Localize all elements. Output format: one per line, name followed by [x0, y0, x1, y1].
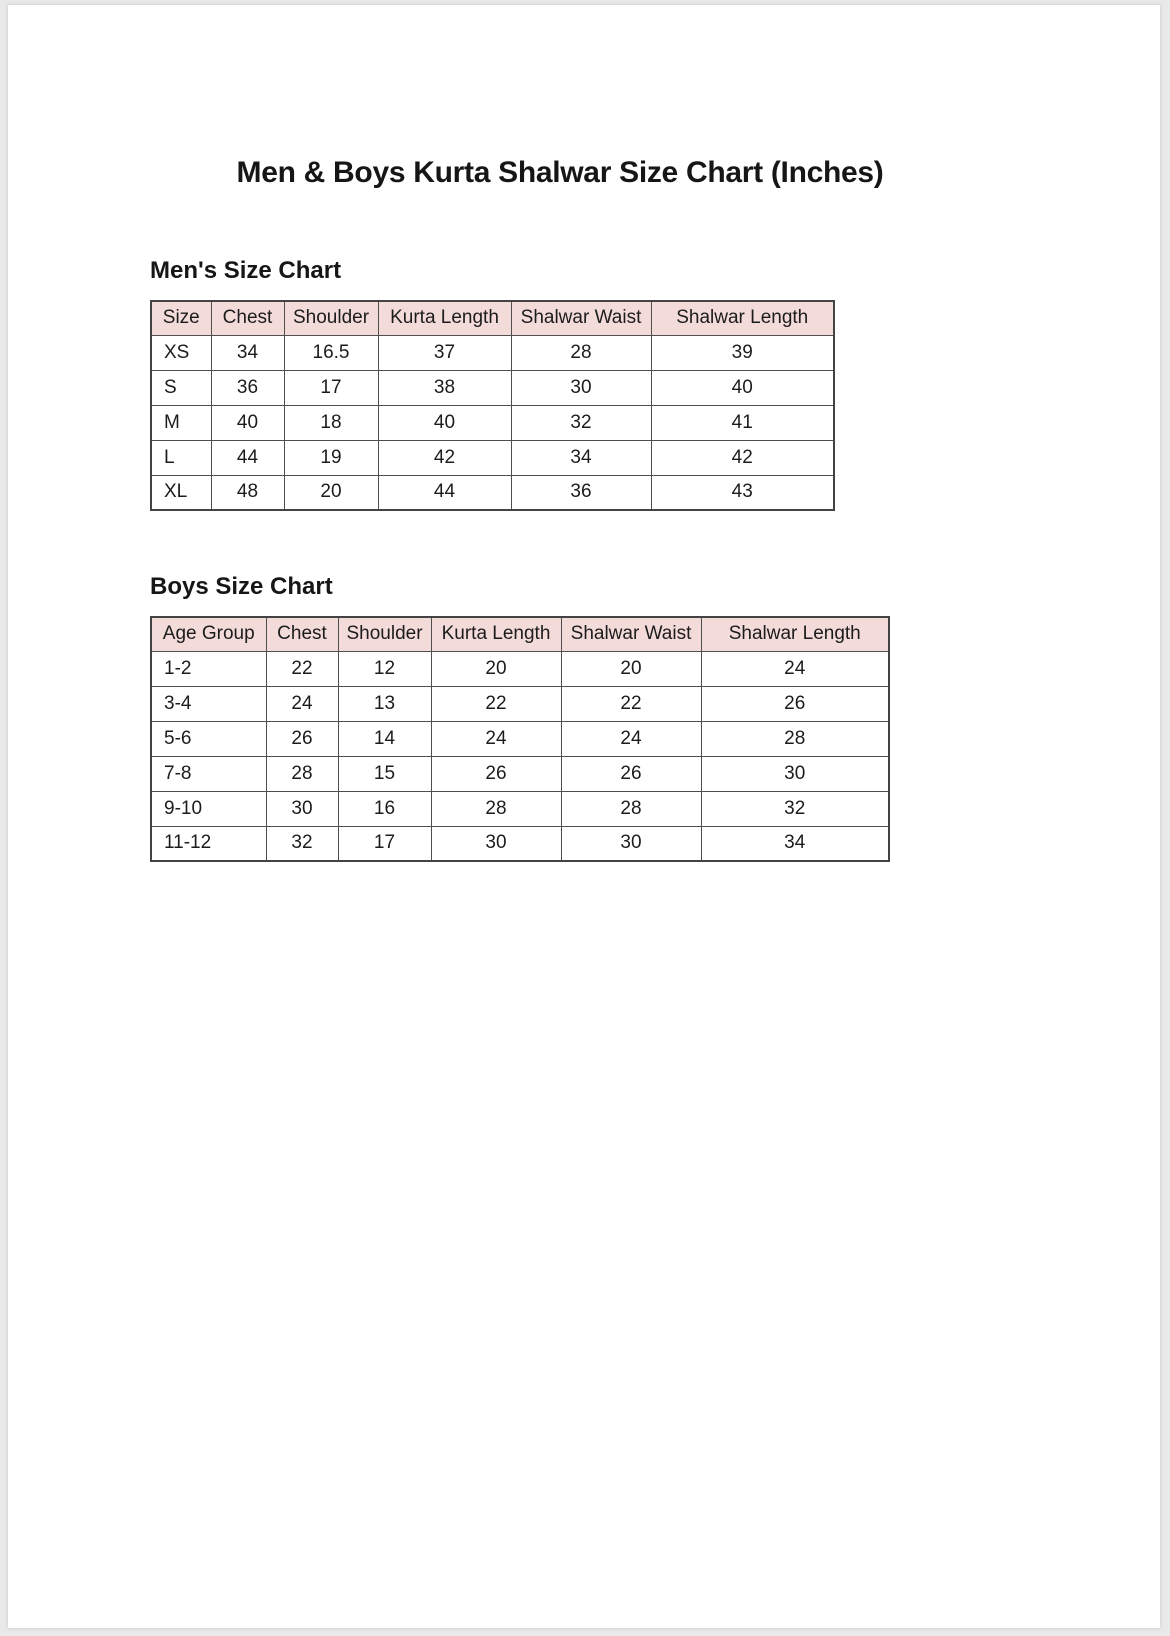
value-cell: 34 — [511, 440, 651, 475]
boys-table-body — [151, 651, 889, 861]
table-row — [151, 440, 834, 475]
value-cell: 40 — [651, 370, 834, 405]
boys-table-header — [151, 617, 889, 651]
value-cell: 24 — [701, 651, 889, 686]
value-cell: 26 — [561, 756, 701, 791]
row-label-cell: 9-10 — [151, 791, 266, 826]
value-cell: 24 — [266, 686, 338, 721]
value-cell: 30 — [431, 826, 561, 861]
value-cell: 26 — [701, 686, 889, 721]
row-label-cell: S — [151, 370, 211, 405]
value-cell: 20 — [284, 475, 378, 510]
boys-size-table — [150, 616, 890, 862]
value-cell: 41 — [651, 405, 834, 440]
value-cell: 16.5 — [284, 335, 378, 370]
value-cell: 36 — [511, 475, 651, 510]
table-row — [151, 405, 834, 440]
table-row — [151, 475, 834, 510]
value-cell: 40 — [378, 405, 511, 440]
column-header: Shalwar Length — [701, 617, 889, 651]
value-cell: 15 — [338, 756, 431, 791]
table-row — [151, 370, 834, 405]
row-label-cell: 5-6 — [151, 721, 266, 756]
value-cell: 17 — [338, 826, 431, 861]
value-cell: 14 — [338, 721, 431, 756]
row-label-cell: XL — [151, 475, 211, 510]
document-content — [150, 155, 970, 862]
mens-chart-heading: Men's Size Chart — [150, 257, 342, 284]
column-header: Shalwar Waist — [561, 617, 701, 651]
value-cell: 18 — [284, 405, 378, 440]
value-cell: 42 — [651, 440, 834, 475]
value-cell: 34 — [211, 335, 284, 370]
value-cell: 37 — [378, 335, 511, 370]
page-title: Men & Boys Kurta Shalwar Size Chart (Inches) — [236, 156, 884, 189]
table-row — [151, 791, 889, 826]
table-row — [151, 651, 889, 686]
value-cell: 44 — [211, 440, 284, 475]
row-label-cell: 3-4 — [151, 686, 266, 721]
document-page — [8, 5, 1160, 1628]
value-cell: 39 — [651, 335, 834, 370]
value-cell: 16 — [338, 791, 431, 826]
value-cell: 12 — [338, 651, 431, 686]
value-cell: 36 — [211, 370, 284, 405]
value-cell: 20 — [431, 651, 561, 686]
value-cell: 42 — [378, 440, 511, 475]
row-label-cell: 7-8 — [151, 756, 266, 791]
column-header: Shoulder — [338, 617, 431, 651]
value-cell: 24 — [561, 721, 701, 756]
value-cell: 24 — [431, 721, 561, 756]
value-cell: 28 — [561, 791, 701, 826]
value-cell: 28 — [431, 791, 561, 826]
value-cell: 28 — [701, 721, 889, 756]
value-cell: 17 — [284, 370, 378, 405]
column-header: Shalwar Waist — [511, 301, 651, 335]
row-label-cell: L — [151, 440, 211, 475]
value-cell: 44 — [378, 475, 511, 510]
value-cell: 22 — [266, 651, 338, 686]
value-cell: 38 — [378, 370, 511, 405]
mens-table-header — [151, 301, 834, 335]
column-header: Chest — [266, 617, 338, 651]
value-cell: 30 — [511, 370, 651, 405]
value-cell: 30 — [561, 826, 701, 861]
value-cell: 28 — [511, 335, 651, 370]
value-cell: 43 — [651, 475, 834, 510]
table-row — [151, 756, 889, 791]
row-label-cell: 1-2 — [151, 651, 266, 686]
value-cell: 28 — [266, 756, 338, 791]
value-cell: 32 — [266, 826, 338, 861]
value-cell: 48 — [211, 475, 284, 510]
value-cell: 32 — [511, 405, 651, 440]
table-row — [151, 826, 889, 861]
column-header: Age Group — [151, 617, 266, 651]
mens-size-chart-section — [150, 257, 970, 511]
value-cell: 22 — [431, 686, 561, 721]
value-cell: 40 — [211, 405, 284, 440]
row-label-cell: 11-12 — [151, 826, 266, 861]
boys-chart-heading: Boys Size Chart — [150, 573, 333, 600]
column-header: Size — [151, 301, 211, 335]
header-row — [151, 617, 889, 651]
table-row — [151, 721, 889, 756]
value-cell: 19 — [284, 440, 378, 475]
column-header: Kurta Length — [378, 301, 511, 335]
value-cell: 22 — [561, 686, 701, 721]
boys-size-chart-section — [150, 573, 970, 862]
table-row — [151, 686, 889, 721]
row-label-cell: XS — [151, 335, 211, 370]
mens-size-table — [150, 300, 835, 511]
value-cell: 26 — [266, 721, 338, 756]
table-row — [151, 335, 834, 370]
value-cell: 30 — [266, 791, 338, 826]
value-cell: 26 — [431, 756, 561, 791]
row-label-cell: M — [151, 405, 211, 440]
column-header: Chest — [211, 301, 284, 335]
value-cell: 20 — [561, 651, 701, 686]
value-cell: 34 — [701, 826, 889, 861]
header-row — [151, 301, 834, 335]
column-header: Kurta Length — [431, 617, 561, 651]
mens-table-body — [151, 335, 834, 510]
value-cell: 13 — [338, 686, 431, 721]
value-cell: 30 — [701, 756, 889, 791]
column-header: Shalwar Length — [651, 301, 834, 335]
value-cell: 32 — [701, 791, 889, 826]
column-header: Shoulder — [284, 301, 378, 335]
